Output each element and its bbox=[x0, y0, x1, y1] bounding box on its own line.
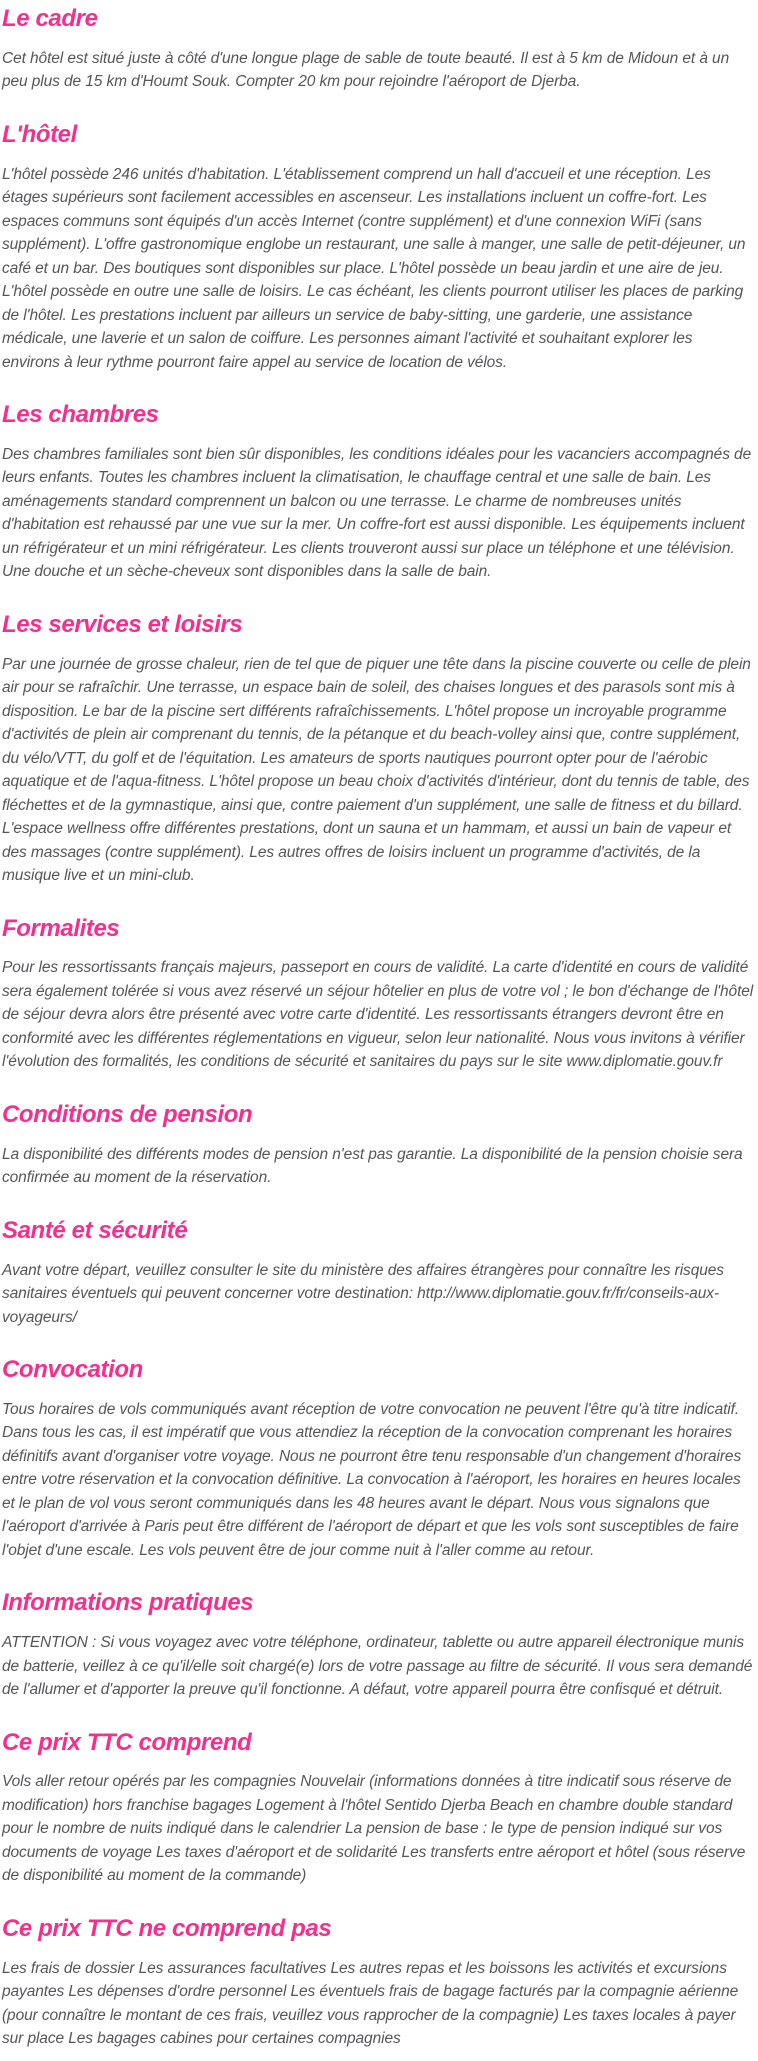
section-convocation bbox=[2, 1356, 754, 1562]
section-title-le-cadre: Le cadre bbox=[2, 5, 98, 32]
section-title-chambres: Les chambres bbox=[2, 401, 159, 429]
section-prix-ttc-ne-comprend-pas bbox=[2, 1915, 754, 2051]
section-title-hotel: L'hôtel bbox=[2, 120, 77, 148]
section-sante-securite bbox=[2, 1217, 754, 1329]
section-services-loisirs bbox=[2, 611, 754, 888]
section-formalites bbox=[2, 915, 754, 1074]
section-prix-ttc-comprend bbox=[2, 1729, 754, 1888]
section-paragraph-convocation: Tous horaires de vols communiqués avant réception de votre convocation ne peuvent l'être qu'à titre indicatif. Dans tous les cas, il est impératif que vous attendiez la réception de la convocation comprenant les horaires définitifs avant d'organiser votre voyage. Nous ne pourront être tenu responsable d'un changement d'horaires entre votre réservation et la convocation définitive. La convocation à l'aéroport, les horaires en heures locales et le plan de vol vous seront communiqués dans les 48 heures avant le départ. Nous vous signalons que l'aéroport d'arrivée à Paris peut être différent de l'aéroport de départ et que les vols sont susceptibles de faire l'objet d'une escale. Les vols peuvent être de jour comme nuit à l'aller comme au retour. bbox=[2, 1400, 742, 1559]
section-hotel bbox=[2, 121, 754, 374]
section-paragraph-formalites: Pour les ressortissants français majeurs, passeport en cours de validité. La carte d'identité en cours de validité sera également tolérée si vous avez réservé un séjour hôtelier en plus de votre vol ; le bon d'échange de l'hôtel de séjour devra alors être présenté avec votre carte d'identité. Les ressortissants étrangers devront être en conformité avec les différentes réglementations en vigueur, selon leur nationalité. Nous vous invitons à vérifier l'évolution des formalités, les conditions de sécurité et sanitaires du pays sur le site www.diplomatie.gouv.fr bbox=[2, 959, 754, 1071]
section-paragraph-informations-pratiques: ATTENTION : Si vous voyagez avec votre téléphone, ordinateur, tablette ou autre appareil électronique munis de batterie, veillez à ce qu'il/elle soit chargé(e) lors de votre passage au filtre de sécurité. Il vous sera demandé de l'allumer et d'apporter la preuve qu'il fonctionne. A défaut, votre appareil pourra être confisqué et détruit. bbox=[2, 1634, 753, 1699]
section-title-services-loisirs: Les services et loisirs bbox=[2, 610, 243, 638]
section-paragraph-services-loisirs: Par une journée de grosse chaleur, rien de tel que de piquer une tête dans la piscine couverte ou celle de plein air pour se rafraîchir. Une terrasse, un espace bain de soleil, des chaises longues et des parasols sont mis à disposition. Le bar de la piscine sert différents rafraîchissements. L'hôtel propose un incroyable programme d'activités de plein air comprenant du tennis, de la pétanque et du beach-volley ainsi que, contre supplément, du vélo/VTT, du golf et de l'équitation. Les amateurs de sports nautiques pourront opter pour de l'aérobic aquatique et de l'aqua-fitness. L'hôtel propose un beau choix d'activités d'intérieur, dont du tennis de table, des fléchettes et de la gymnastique, ainsi que, contre paiement d'un supplément, une salle de fitness et du billard. L'espace wellness offre différentes prestations, dont un sauna et un hammam, et aussi un bain de vapeur et des massages (contre supplément). Les autres offres de loisirs incluent un programme d'activités, de la musique live et un mini-club. bbox=[2, 655, 751, 885]
section-title-sante-securite: Santé et sécurité bbox=[2, 1216, 188, 1244]
section-title-formalites: Formalites bbox=[2, 914, 120, 942]
section-title-prix-ttc-comprend: Ce prix TTC comprend bbox=[2, 1728, 252, 1756]
section-paragraph-sante-securite: Avant votre départ, veuillez consulter le site du ministère des affaires étrangères pour connaître les risques sanitaires éventuels qui peuvent concerner votre destination: http://www.diplomatie.gouv.fr/fr/conseils-aux-voyageurs/ bbox=[2, 1261, 724, 1326]
content-column bbox=[2, 5, 754, 2051]
section-le-cadre bbox=[2, 5, 754, 94]
section-title-convocation: Convocation bbox=[2, 1356, 143, 1384]
section-paragraph-hotel: L'hôtel possède 246 unités d'habitation. L'établissement comprend un hall d'accueil et une réception. Les étages supérieurs sont facilement accessibles en ascenseur. Les installations incluent un coffre-fort. Les espaces communs sont équipés d'un accès Internet (contre supplément) et d'une connexion WiFi (sans supplément). L'offre gastronomique englobe un restaurant, une salle à manger, une salle de petit-déjeuner, un café et un bar. Des boutiques sont disponibles sur place. L'hôtel possède un beau jardin et une aire de jeu. L'hôtel possède en outre une salle de loisirs. Le cas échéant, les clients pourront utiliser les places de parking de l'hôtel. Les prestations incluent par ailleurs un service de baby-sitting, une garderie, une assistance médicale, une laverie et un salon de coiffure. Les personnes aimant l'activité et souhaitant explorer les environs à leur rythme pourront faire appel au service de location de vélos. bbox=[2, 165, 746, 371]
section-chambres bbox=[2, 401, 754, 584]
section-paragraph-prix-ttc-ne-comprend-pas: Les frais de dossier Les assurances facultatives Les autres repas et les boissons les activités et excursions payantes Les dépenses d'ordre personnel Les éventuels frais de bagage facturés par la compagnie aérienne (pour connaître le montant de ces frais, veuillez vous rapprocher de la compagnie) Les taxes locales à payer sur place Les bagages cabines pour certaines compagnies bbox=[2, 1959, 739, 2048]
section-paragraph-prix-ttc-comprend: Vols aller retour opérés par les compagnies Nouvelair (informations données à titre indicatif sous réserve de modification) hors franchise bagages Logement à l'hôtel Sentido Djerba Beach en chambre double standard pour le nombre de nuits indiqué dans le calendrier La pension de base : le type de pension indiqué sur vos documents de voyage Les taxes d'aéroport et de solidarité Les transferts entre aéroport et hôtel (sous réserve de disponibilité au moment de la commande) bbox=[2, 1773, 746, 1885]
hotel-description-page bbox=[0, 5, 758, 2061]
section-conditions-pension bbox=[2, 1101, 754, 1190]
section-informations-pratiques bbox=[2, 1589, 754, 1701]
section-paragraph-le-cadre: Cet hôtel est situé juste à côté d'une longue plage de sable de toute beauté. Il est à 5 km de Midoun et à un peu plus de 15 km d'Houmt Souk. Compter 20 km pour rejoindre l'aéroport de Djerba. bbox=[2, 49, 730, 91]
section-paragraph-conditions-pension: La disponibilité des différents modes de pension n'est pas garantie. La disponibilité de la pension choisie sera confirmée au moment de la réservation. bbox=[2, 1145, 743, 1187]
section-title-conditions-pension: Conditions de pension bbox=[2, 1100, 253, 1128]
section-title-informations-pratiques: Informations pratiques bbox=[2, 1589, 254, 1617]
section-paragraph-chambres: Des chambres familiales sont bien sûr disponibles, les conditions idéales pour les vacanciers accompagnés de leurs enfants. Toutes les chambres incluent la climatisation, le chauffage central et une salle de bain. Les aménagements standard comprennent un balcon ou une terrasse. Le charme de nombreuses unités d'habitation est rehaussé par une vue sur la mer. Un coffre-fort est aussi disponible. Les équipements incluent un réfrigérateur et un mini réfrigérateur. Les clients trouveront aussi sur place un téléphone et une télévision. Une douche et un sèche-cheveux sont disponibles dans la salle de bain. bbox=[2, 445, 752, 581]
section-title-prix-ttc-ne-comprend-pas: Ce prix TTC ne comprend pas bbox=[2, 1914, 332, 1942]
